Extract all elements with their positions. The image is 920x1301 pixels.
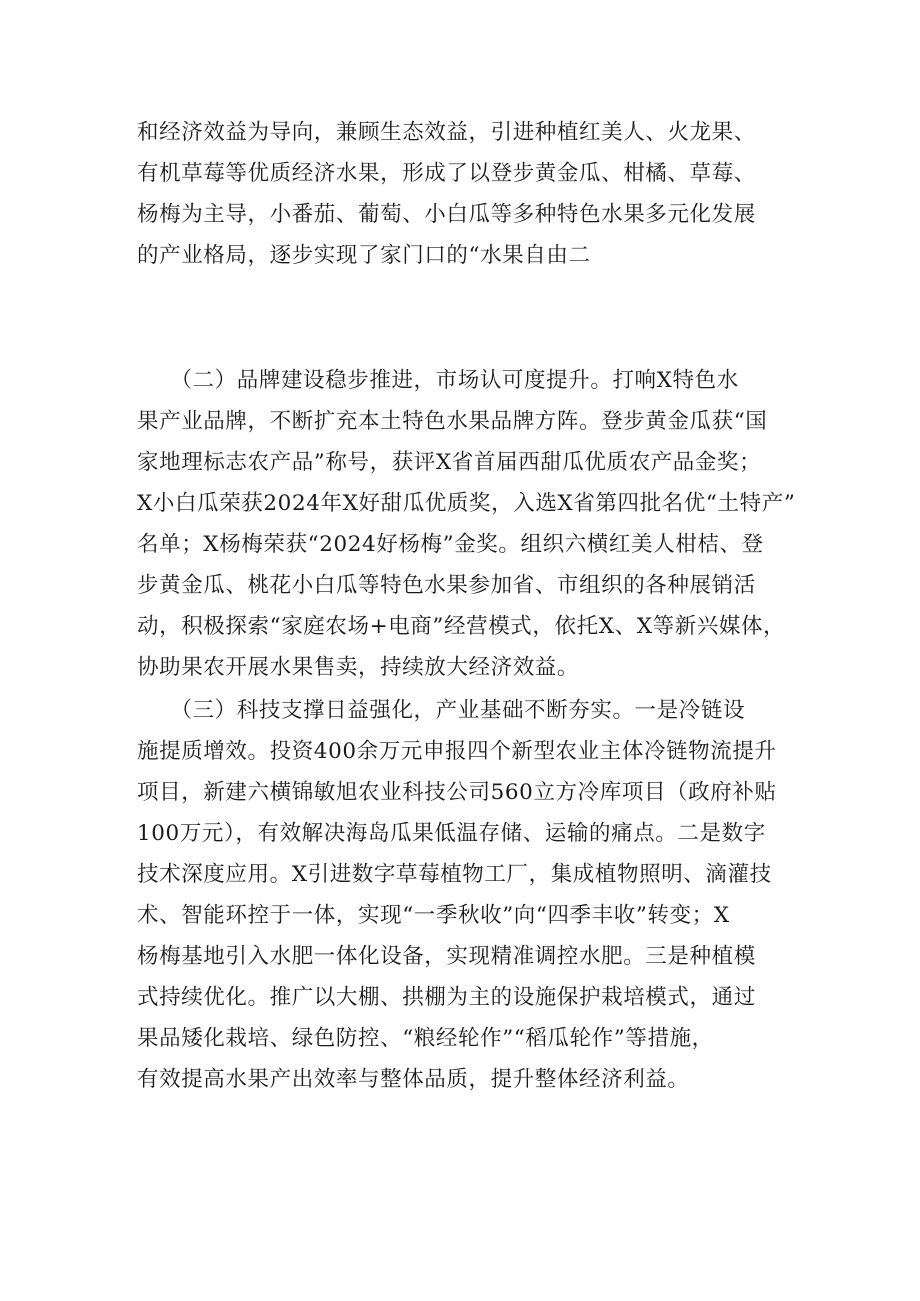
text-line: 家地理标志农产品”称号，获评X省首届西甜瓜优质农产品金奖； [137, 450, 762, 475]
text-line: 技术深度应用。X引进数字草莓植物工厂，集成植物照明、滴灌技 [137, 862, 772, 887]
text-line: 的产业格局，逐步实现了家门口的“水果自由二 [137, 243, 591, 268]
text-line: 步黄金瓜、桃花小白瓜等特色水果参加省、市组织的各种展销活 [137, 573, 756, 598]
text-line: 项目，新建六横锦敏旭农业科技公司560立方冷库项目（政府补贴 [137, 780, 777, 805]
paragraph-tech-support [137, 690, 797, 1100]
paragraph-brand-building [137, 360, 797, 688]
text-line: X小白瓜荣获2024年X好甜瓜优质奖，入选X省第四批名优“土特产” [137, 491, 796, 516]
text-line: 杨梅基地引入水肥一体化设备，实现精准调控水肥。三是种植模 [137, 944, 756, 969]
text-line: 有效提高水果产出效率与整体品质，提升整体经济利益。 [137, 1067, 690, 1092]
text-line: 100万元），有效解决海岛瓜果低温存储、运输的痛点。二是数字 [137, 821, 766, 846]
text-line: 果品矮化栽培、绿色防控、“粮经轮作”“稻瓜轮作”等措施， [137, 1026, 714, 1051]
text-line: 果产业品牌，不断扩充本土特色水果品牌方阵。登步黄金瓜获“国 [137, 409, 768, 434]
text-line: 有机草莓等优质经济水果，形成了以登步黄金瓜、柑橘、草莓、 [137, 161, 756, 186]
text-line: （二）品牌建设稳步推进，市场认可度提升。打响X特色水 [137, 368, 739, 393]
text-line: 杨梅为主导，小番茄、葡萄、小白瓜等多种特色水果多元化发展 [137, 202, 756, 227]
text-line: 动，积极探索“家庭农场+电商”经营模式，依托X、X等新兴媒体， [137, 614, 786, 639]
text-line: 施提质增效。投资400余万元申报四个新型农业主体冷链物流提升 [137, 739, 777, 764]
text-line: 和经济效益为导向，兼顾生态效益，引进种植红美人、火龙果、 [137, 120, 756, 145]
paragraph-fruit-industry-structure [137, 112, 797, 276]
text-line: 式持续优化。推广以大棚、拱棚为主的设施保护栽培模式，通过 [137, 985, 756, 1010]
text-line: 术、智能环控于一体，实现“一季秋收”向“四季丰收”转变；X [137, 903, 730, 928]
text-line: 协助果农开展水果售卖，持续放大经济效益。 [137, 655, 580, 680]
text-line: （三）科技支撑日益强化，产业基础不断夯实。一是冷链设 [137, 698, 746, 723]
text-line: 名单；X杨梅荣获“2024好杨梅”金奖。组织六横红美人柑桔、登 [137, 532, 764, 557]
